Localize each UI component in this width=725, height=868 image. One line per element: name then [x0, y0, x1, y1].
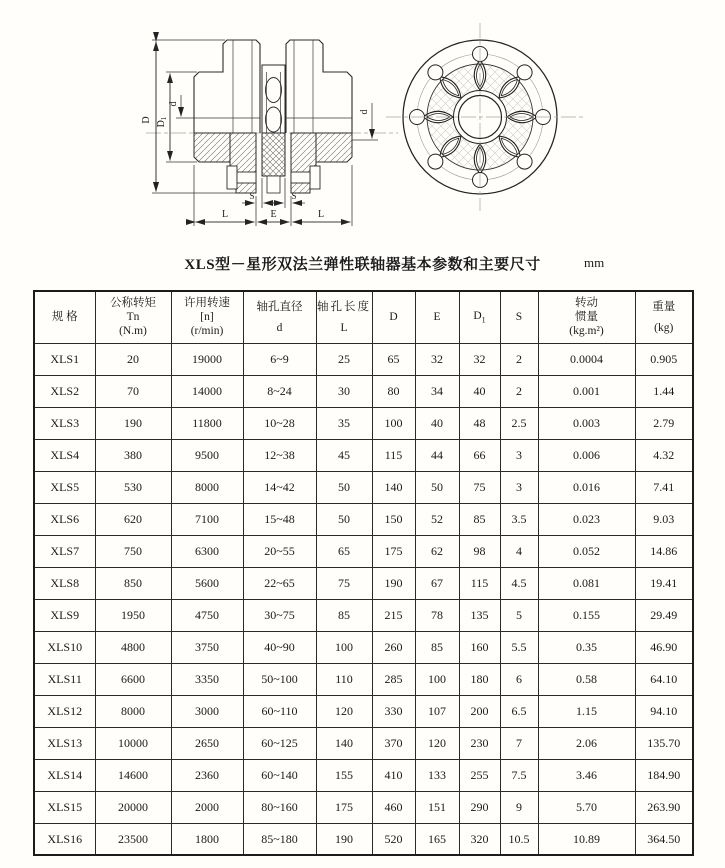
value-cell: 15~48 [243, 503, 316, 535]
col-header-bore: 轴孔直径 d [243, 291, 316, 343]
value-cell: 32 [415, 343, 459, 375]
value-cell: 14~42 [243, 471, 316, 503]
value-cell: 4 [500, 535, 538, 567]
value-cell: 19000 [171, 343, 243, 375]
table-row [34, 599, 693, 631]
value-cell: 8000 [95, 695, 171, 727]
value-cell: 35 [316, 407, 372, 439]
header-row [34, 291, 693, 343]
value-cell: 120 [415, 727, 459, 759]
col-header-weight: 重量 (kg) [635, 291, 693, 343]
coupling-technical-drawing [0, 0, 725, 250]
value-cell: 215 [372, 599, 415, 631]
value-cell: 3000 [171, 695, 243, 727]
value-cell: 140 [316, 727, 372, 759]
value-cell: 0.081 [538, 567, 635, 599]
value-cell: 78 [415, 599, 459, 631]
spec-table-body [34, 343, 693, 855]
spec-cell: XLS12 [34, 695, 95, 727]
value-cell: 0.023 [538, 503, 635, 535]
value-cell: 0.006 [538, 439, 635, 471]
value-cell: 6 [500, 663, 538, 695]
spec-cell: XLS14 [34, 759, 95, 791]
value-cell: 2 [500, 343, 538, 375]
value-cell: 75 [459, 471, 500, 503]
value-cell: 50~100 [243, 663, 316, 695]
value-cell: 2.79 [635, 407, 693, 439]
value-cell: 750 [95, 535, 171, 567]
hatched-sections [194, 133, 352, 193]
dim-label-D: D [141, 116, 152, 124]
table-row [34, 407, 693, 439]
value-cell: 7100 [171, 503, 243, 535]
value-cell: 62 [415, 535, 459, 567]
table-row [34, 759, 693, 791]
col-header-D1: $D_1$ [459, 291, 500, 343]
value-cell: 190 [95, 407, 171, 439]
col-header-inertia: 转动 惯量 (kg.m²) [538, 291, 635, 343]
value-cell: 530 [95, 471, 171, 503]
value-cell: 155 [316, 759, 372, 791]
value-cell: 255 [459, 759, 500, 791]
spec-cell: XLS7 [34, 535, 95, 567]
spider-section-petals [266, 78, 282, 133]
value-cell: 151 [415, 791, 459, 823]
value-cell: 20 [95, 343, 171, 375]
value-cell: 290 [459, 791, 500, 823]
value-cell: 0.001 [538, 375, 635, 407]
spec-cell: XLS15 [34, 791, 95, 823]
value-cell: 70 [95, 375, 171, 407]
col-header-torque: 公称转矩 Tn (N.m) [95, 291, 171, 343]
value-cell: 140 [372, 471, 415, 503]
value-cell: 85~180 [243, 823, 316, 855]
value-cell: 60~140 [243, 759, 316, 791]
spec-cell: XLS3 [34, 407, 95, 439]
spec-cell: XLS16 [34, 823, 95, 855]
value-cell: 5.5 [500, 631, 538, 663]
dim-label-E: E [270, 209, 277, 220]
value-cell: 0.0004 [538, 343, 635, 375]
value-cell: 190 [372, 567, 415, 599]
value-cell: 30~75 [243, 599, 316, 631]
value-cell: 85 [316, 599, 372, 631]
value-cell: 2.5 [500, 407, 538, 439]
value-cell: 175 [316, 791, 372, 823]
value-cell: 10.89 [538, 823, 635, 855]
value-cell: 520 [372, 823, 415, 855]
value-cell: 135.70 [635, 727, 693, 759]
value-cell: 7.41 [635, 471, 693, 503]
value-cell: 0.155 [538, 599, 635, 631]
value-cell: 22~65 [243, 567, 316, 599]
value-cell: 9.03 [635, 503, 693, 535]
value-cell: 364.50 [635, 823, 693, 855]
value-cell: 2.06 [538, 727, 635, 759]
value-cell: 1.15 [538, 695, 635, 727]
value-cell: 20000 [95, 791, 171, 823]
value-cell: 48 [459, 407, 500, 439]
value-cell: 98 [459, 535, 500, 567]
value-cell: 14000 [171, 375, 243, 407]
spec-cell: XLS6 [34, 503, 95, 535]
value-cell: 40~90 [243, 631, 316, 663]
spec-cell: XLS4 [34, 439, 95, 471]
table-row [34, 535, 693, 567]
table-row [34, 631, 693, 663]
spec-cell: XLS13 [34, 727, 95, 759]
value-cell: 34 [415, 375, 459, 407]
col-header-speed: 许用转速 [n] (r/min) [171, 291, 243, 343]
table-row [34, 727, 693, 759]
bore-lines [194, 40, 352, 133]
value-cell: 5.70 [538, 791, 635, 823]
value-cell: 2000 [171, 791, 243, 823]
value-cell: 94.10 [635, 695, 693, 727]
spec-cell: XLS1 [34, 343, 95, 375]
value-cell: 4.32 [635, 439, 693, 471]
value-cell: 3.46 [538, 759, 635, 791]
value-cell: 115 [459, 567, 500, 599]
value-cell: 1800 [171, 823, 243, 855]
dim-label-L-right: L [317, 209, 325, 220]
value-cell: 66 [459, 439, 500, 471]
value-cell: 230 [459, 727, 500, 759]
value-cell: 10000 [95, 727, 171, 759]
value-cell: 135 [459, 599, 500, 631]
table-row [34, 695, 693, 727]
value-cell: 9 [500, 791, 538, 823]
value-cell: 29.49 [635, 599, 693, 631]
value-cell: 3350 [171, 663, 243, 695]
value-cell: 100 [372, 407, 415, 439]
value-cell: 44 [415, 439, 459, 471]
value-cell: 10.5 [500, 823, 538, 855]
table-row [34, 439, 693, 471]
value-cell: 1950 [95, 599, 171, 631]
value-cell: 80 [372, 375, 415, 407]
table-row [34, 375, 693, 407]
value-cell: 64.10 [635, 663, 693, 695]
value-cell: 263.90 [635, 791, 693, 823]
value-cell: 165 [415, 823, 459, 855]
value-cell: 50 [316, 471, 372, 503]
value-cell: 620 [95, 503, 171, 535]
value-cell: 0.35 [538, 631, 635, 663]
value-cell: 3 [500, 439, 538, 471]
value-cell: 6600 [95, 663, 171, 695]
unit-label: mm [584, 255, 605, 270]
value-cell: 190 [316, 823, 372, 855]
value-cell: 370 [372, 727, 415, 759]
value-cell: 65 [316, 535, 372, 567]
value-cell: 60~110 [243, 695, 316, 727]
value-cell: 120 [316, 695, 372, 727]
value-cell: 6~9 [243, 343, 316, 375]
value-cell: 100 [415, 663, 459, 695]
table-row [34, 567, 693, 599]
value-cell: 0.905 [635, 343, 693, 375]
value-cell: 4.5 [500, 567, 538, 599]
value-cell: 32 [459, 343, 500, 375]
value-cell: 285 [372, 663, 415, 695]
col-header-E: E [415, 291, 459, 343]
col-header-spec: 规 格 [34, 291, 95, 343]
spec-table [33, 290, 694, 856]
value-cell: 80~160 [243, 791, 316, 823]
value-cell: 410 [372, 759, 415, 791]
col-header-length: 轴孔长度 L [316, 291, 372, 343]
value-cell: 14.86 [635, 535, 693, 567]
value-cell: 67 [415, 567, 459, 599]
table-row [34, 823, 693, 855]
value-cell: 107 [415, 695, 459, 727]
value-cell: 150 [372, 503, 415, 535]
value-cell: 5600 [171, 567, 243, 599]
value-cell: 19.41 [635, 567, 693, 599]
value-cell: 3750 [171, 631, 243, 663]
value-cell: 85 [415, 631, 459, 663]
value-cell: 2650 [171, 727, 243, 759]
hub-outlines [194, 40, 352, 133]
table-row [34, 503, 693, 535]
value-cell: 200 [459, 695, 500, 727]
value-cell: 8000 [171, 471, 243, 503]
spec-cell: XLS5 [34, 471, 95, 503]
value-cell: 40 [415, 407, 459, 439]
table-row [34, 343, 693, 375]
value-cell: 320 [459, 823, 500, 855]
value-cell: 3.5 [500, 503, 538, 535]
spec-cell: XLS2 [34, 375, 95, 407]
value-cell: 1.44 [635, 375, 693, 407]
value-cell: 0.016 [538, 471, 635, 503]
value-cell: 25 [316, 343, 372, 375]
value-cell: 50 [316, 503, 372, 535]
value-cell: 2360 [171, 759, 243, 791]
value-cell: 260 [372, 631, 415, 663]
value-cell: 160 [459, 631, 500, 663]
value-cell: 100 [316, 631, 372, 663]
value-cell: 11800 [171, 407, 243, 439]
value-cell: 65 [372, 343, 415, 375]
page-title: XLS型－星形双法兰弹性联轴器基本参数和主要尺寸 [184, 257, 541, 273]
value-cell: 30 [316, 375, 372, 407]
value-cell: 133 [415, 759, 459, 791]
value-cell: 180 [459, 663, 500, 695]
spec-cell: XLS9 [34, 599, 95, 631]
value-cell: 6.5 [500, 695, 538, 727]
value-cell: 50 [415, 471, 459, 503]
value-cell: 460 [372, 791, 415, 823]
dim-label-d-right: d [359, 109, 370, 115]
value-cell: 4750 [171, 599, 243, 631]
value-cell: 20~55 [243, 535, 316, 567]
value-cell: 12~38 [243, 439, 316, 471]
value-cell: 46.90 [635, 631, 693, 663]
dim-label-L-left: L [221, 209, 229, 220]
value-cell: 40 [459, 375, 500, 407]
value-cell: 115 [372, 439, 415, 471]
dim-label-d-left: d [168, 101, 179, 107]
value-cell: 380 [95, 439, 171, 471]
value-cell: 14600 [95, 759, 171, 791]
table-row [34, 791, 693, 823]
value-cell: 9500 [171, 439, 243, 471]
value-cell: 60~125 [243, 727, 316, 759]
table-row [34, 471, 693, 503]
value-cell: 75 [316, 567, 372, 599]
spec-cell: XLS10 [34, 631, 95, 663]
front-view [386, 23, 584, 211]
dim-label-S-right: S [291, 191, 297, 201]
value-cell: 7.5 [500, 759, 538, 791]
title-row [0, 253, 725, 275]
value-cell: 10~28 [243, 407, 316, 439]
value-cell: 330 [372, 695, 415, 727]
value-cell: 0.58 [538, 663, 635, 695]
value-cell: 45 [316, 439, 372, 471]
dim-label-S-left: S [249, 191, 255, 201]
dim-label-D1: $D_1$ [156, 116, 168, 128]
value-cell: 175 [372, 535, 415, 567]
value-cell: 52 [415, 503, 459, 535]
value-cell: 23500 [95, 823, 171, 855]
spec-cell: XLS8 [34, 567, 95, 599]
value-cell: 2 [500, 375, 538, 407]
value-cell: 85 [459, 503, 500, 535]
value-cell: 184.90 [635, 759, 693, 791]
value-cell: 850 [95, 567, 171, 599]
value-cell: 8~24 [243, 375, 316, 407]
value-cell: 4800 [95, 631, 171, 663]
value-cell: 110 [316, 663, 372, 695]
col-header-S: S [500, 291, 538, 343]
table-row [34, 663, 693, 695]
value-cell: 6300 [171, 535, 243, 567]
value-cell: 0.003 [538, 407, 635, 439]
col-header-D: D [372, 291, 415, 343]
value-cell: 3 [500, 471, 538, 503]
spec-cell: XLS11 [34, 663, 95, 695]
value-cell: 5 [500, 599, 538, 631]
value-cell: 0.052 [538, 535, 635, 567]
value-cell: 7 [500, 727, 538, 759]
